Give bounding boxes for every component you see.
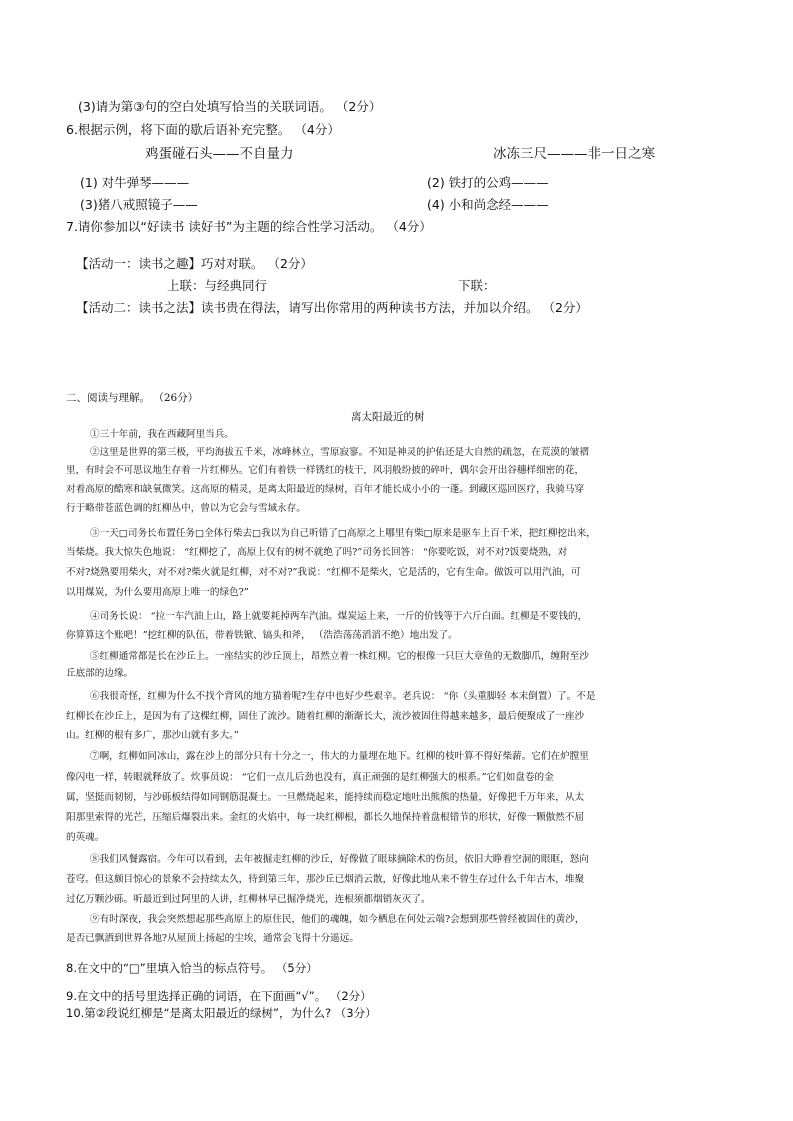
question-9: 9.在文中的括号里选择正确的词语，在下面画“√”。 （2分）	[66, 989, 372, 1003]
activity-2: 【活动二：读书之法】读书贵在得法，请写出你常用的两种读书方法，并加以介绍。 （2分）	[76, 300, 588, 315]
item-4: (4) 小和尚念经———	[427, 197, 549, 212]
article-line: ⑥我很奇怪，红柳为什么不找个背风的地方猫着呢?生存中也好少些艰辛。老兵说： “你（头重脚轻 本末倒置）了。不是	[90, 691, 596, 702]
article-line: 当柴烧。我大惊失色地说： “红柳挖了，高原上仅有的树不就绝了吗?”司务长回答： “你要吃饭，对不对?饭要烧熟，对	[66, 547, 568, 558]
article-line: 红柳长在沙丘上，是因为有了这棵红柳，固住了流沙。随着红柳的渐渐长大，流沙被固住得越来越多，最后便聚成了一座沙	[66, 711, 585, 722]
question-8: 8.在文中的“□”里填入恰当的标点符号。 （5分）	[66, 961, 318, 975]
article-title: 离太阳最近的树	[351, 411, 425, 423]
article-line: ④司务长说： “拉一车汽油上山，路上就要耗掉两车汽油。煤炭运上来，一斤的价钱等于六斤白面。红柳是不要钱的，	[90, 611, 588, 622]
article-line: 对着高原的酷寒和缺氧微笑。这高原的精灵，是离太阳最近的绿树，百年才能长成小小的一蓬。到藏区巡回医疗，我骑马穿	[66, 484, 585, 495]
article-line: 行于略带苍蓝色调的红柳丛中，曾以为它会与雪域永存。	[66, 503, 306, 514]
article-line: 像闪电一样，转眼就释放了。炊事员说： “它们一点儿后劲也没有，真正顽强的是红柳强大的根系。”它们如盘卷的金	[66, 772, 554, 783]
question-7: 7.请你参加以“好读书 读好书”为主题的综合性学习活动。 （4分）	[66, 219, 432, 234]
article-line: 里，有时会不可思议地生存着一片红柳丛。它们有着铁一样锈红的枝干，风羽般纷披的碎叶，偶尔会开出谷穗样细密的花，	[66, 465, 585, 476]
lower-couplet: 下联：	[458, 278, 496, 293]
example-2: 冰冻三尺———非一日之寒	[493, 146, 655, 162]
activity-1: 【活动一：读书之趣】巧对对联。 （2分）	[76, 256, 313, 271]
question-6: 6.根据示例，将下面的歇后语补充完整。 （4分）	[66, 122, 340, 137]
article-line: 丘底部的边缘。	[66, 668, 134, 679]
article-line: 的英魂。	[66, 832, 105, 843]
article-line: 不对?烧熟要用柴火，对不对?柴火就是红柳，对不对?”我说：“红柳不是柴火，它是活的，它有生命。做饭可以用汽油，可	[66, 567, 581, 578]
article-line: ⑤红柳通常都是长在沙丘上。一座结实的沙丘顶上，昂然立着一株红柳。它的根像一只巨大章鱼的无数脚爪，缠附至沙	[90, 651, 589, 662]
article-line: ③一天□司务长布置任务□全体行柴去□我以为自己听错了□高原之上哪里有柴□原来是驱车上百千米，把红柳挖出来，	[90, 528, 596, 539]
article-line: 以用煤炭，为什么要用高原上唯一的绿色?”	[66, 587, 249, 598]
item-1: (1) 对牛弹琴———	[80, 175, 190, 190]
question-5-3: (3)请为第③句的空白处填写恰当的关联词语。 （2分）	[78, 99, 382, 114]
item-2: (2) 铁打的公鸡———	[427, 175, 549, 190]
article-line: 属，坚挺而韧韧，与沙砾板结得如同钢筋混凝土。一旦燃烧起来，能持续而稳定地吐出熊熊的热量，好像把千万年来，从太	[66, 792, 585, 803]
article-line: ②这里是世界的第三极，平均海拔五千米，冰峰林立，雪原寂寥。不知是神灵的护佑还是大自然的疏忽，在荒漠的皱褶	[90, 447, 589, 458]
article-line: ⑦啊，红柳如同冰山，露在沙上的部分只有十分之一，伟大的力量埋在地下。红柳的枝叶算不得好柴薪。它们在炉膛里	[90, 751, 589, 762]
item-3: (3)猪八戒照镜子——	[80, 197, 198, 212]
question-10: 10.第②段说红柳是“是离太阳最近的绿树”，为什么? （3分）	[66, 1006, 377, 1020]
upper-couplet: 上联：与经典同行	[167, 278, 268, 293]
section-heading: 二、阅读与理解。 （26分）	[66, 392, 199, 404]
article-line: 阳那里索得的光芒，压缩后爆裂出来。金红的火焰中，每一块红柳根，都长久地保持着盘根错节的形状，好像一颗傲然不屈	[66, 812, 585, 823]
article-line: 苍穹。但这颇目惊心的景象不会持续太久，待到第三年，那沙丘已烟消云散，好像此地从来不曾生存过什么千年古木，堆聚	[66, 874, 585, 885]
article-line: ⑧我们风餐露宿。今年可以看到，去年被掘走红柳的沙丘，好像做了眼球摘除术的伤员，依旧大睁着空洞的眼眶，怒向	[90, 854, 589, 865]
article-line: 山。红柳的根有多广，那沙山就有多大。”	[66, 730, 239, 741]
article-line: ①三十年前，我在西藏阿里当兵。	[90, 429, 234, 440]
article-line: ⑨有时深夜，我会突然想起那些高原上的原住民，他们的魂魄，如今栖息在何处云端?会想到那些曾经被固住的黄沙，	[90, 914, 585, 925]
example-1: 鸡蛋碰石头——不自量力	[145, 146, 294, 162]
article-line: 你算算这个账吧！”挖红柳的队伍，带着铁锨、镐头和斧， （浩浩荡荡滔滔不绝）地出发了。	[66, 630, 458, 641]
article-line: 是否已飘洒到世界各地?从屋顶上扬起的尘埃，通常会飞得十分遥远。	[66, 933, 359, 944]
article-line: 过亿万颗沙砾。听最近到过阿里的人讲，红柳林早已掘净烧光，连根须都烟销灰灭了。	[66, 894, 431, 905]
